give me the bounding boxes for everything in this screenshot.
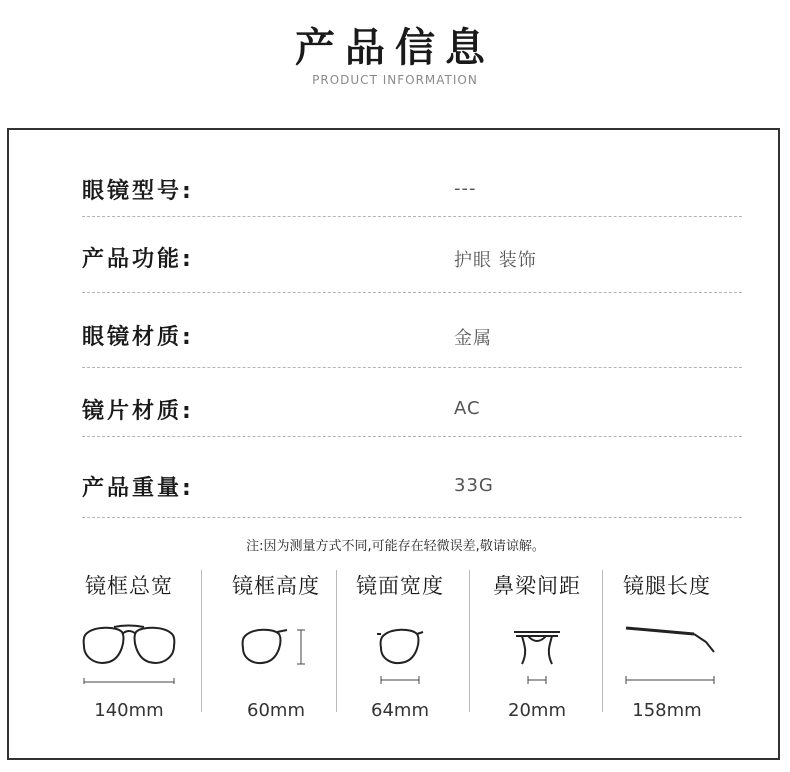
measurement-label: 镜腿长度 bbox=[623, 574, 711, 598]
measurement-value: 20mm bbox=[508, 700, 566, 721]
measurement-label: 镜框高度 bbox=[232, 574, 320, 598]
measurement-value: 64mm bbox=[371, 700, 429, 721]
measurement-temple-length bbox=[602, 570, 732, 721]
spec-value: 护眼 装饰 bbox=[454, 250, 537, 271]
spec-label: 产品功能: bbox=[82, 247, 194, 272]
spec-value: 33G bbox=[454, 475, 494, 496]
temple-length-icon bbox=[602, 614, 732, 684]
measurement-label: 镜框总宽 bbox=[85, 574, 173, 598]
measurement-lens-width bbox=[335, 570, 465, 721]
spec-label: 眼镜材质: bbox=[82, 325, 194, 350]
spec-label: 产品重量: bbox=[82, 476, 194, 501]
frame-height-icon bbox=[211, 614, 341, 684]
lens-width-icon bbox=[335, 614, 465, 684]
measurement-value: 60mm bbox=[247, 700, 305, 721]
column-separator bbox=[469, 570, 470, 712]
measurement-label: 鼻梁间距 bbox=[493, 574, 581, 598]
measurement-frame-height bbox=[211, 570, 341, 721]
spec-label: 眼镜型号: bbox=[82, 179, 194, 204]
measurement-note: 注:因为测量方式不同,可能存在轻微误差,敬请谅解。 bbox=[246, 539, 545, 554]
page-title: 产品信息 bbox=[295, 25, 495, 71]
measurement-value: 140mm bbox=[94, 700, 164, 721]
spec-label: 镜片材质: bbox=[82, 399, 194, 424]
divider bbox=[82, 517, 742, 518]
spec-value: 金属 bbox=[454, 328, 492, 349]
divider bbox=[82, 292, 742, 293]
spec-value: AC bbox=[454, 398, 481, 419]
divider bbox=[82, 436, 742, 437]
frame-width-icon bbox=[64, 614, 194, 684]
product-info-panel bbox=[7, 128, 780, 760]
spec-value: --- bbox=[454, 178, 477, 199]
measurement-label: 镜面宽度 bbox=[356, 574, 444, 598]
measurement-bridge-width bbox=[472, 570, 602, 721]
bridge-width-icon bbox=[472, 614, 602, 684]
divider bbox=[82, 216, 742, 217]
page-subtitle: PRODUCT INFORMATION bbox=[312, 73, 478, 87]
measurement-value: 158mm bbox=[632, 700, 702, 721]
measurement-frame-width bbox=[64, 570, 194, 721]
column-separator bbox=[201, 570, 202, 712]
divider bbox=[82, 367, 742, 368]
